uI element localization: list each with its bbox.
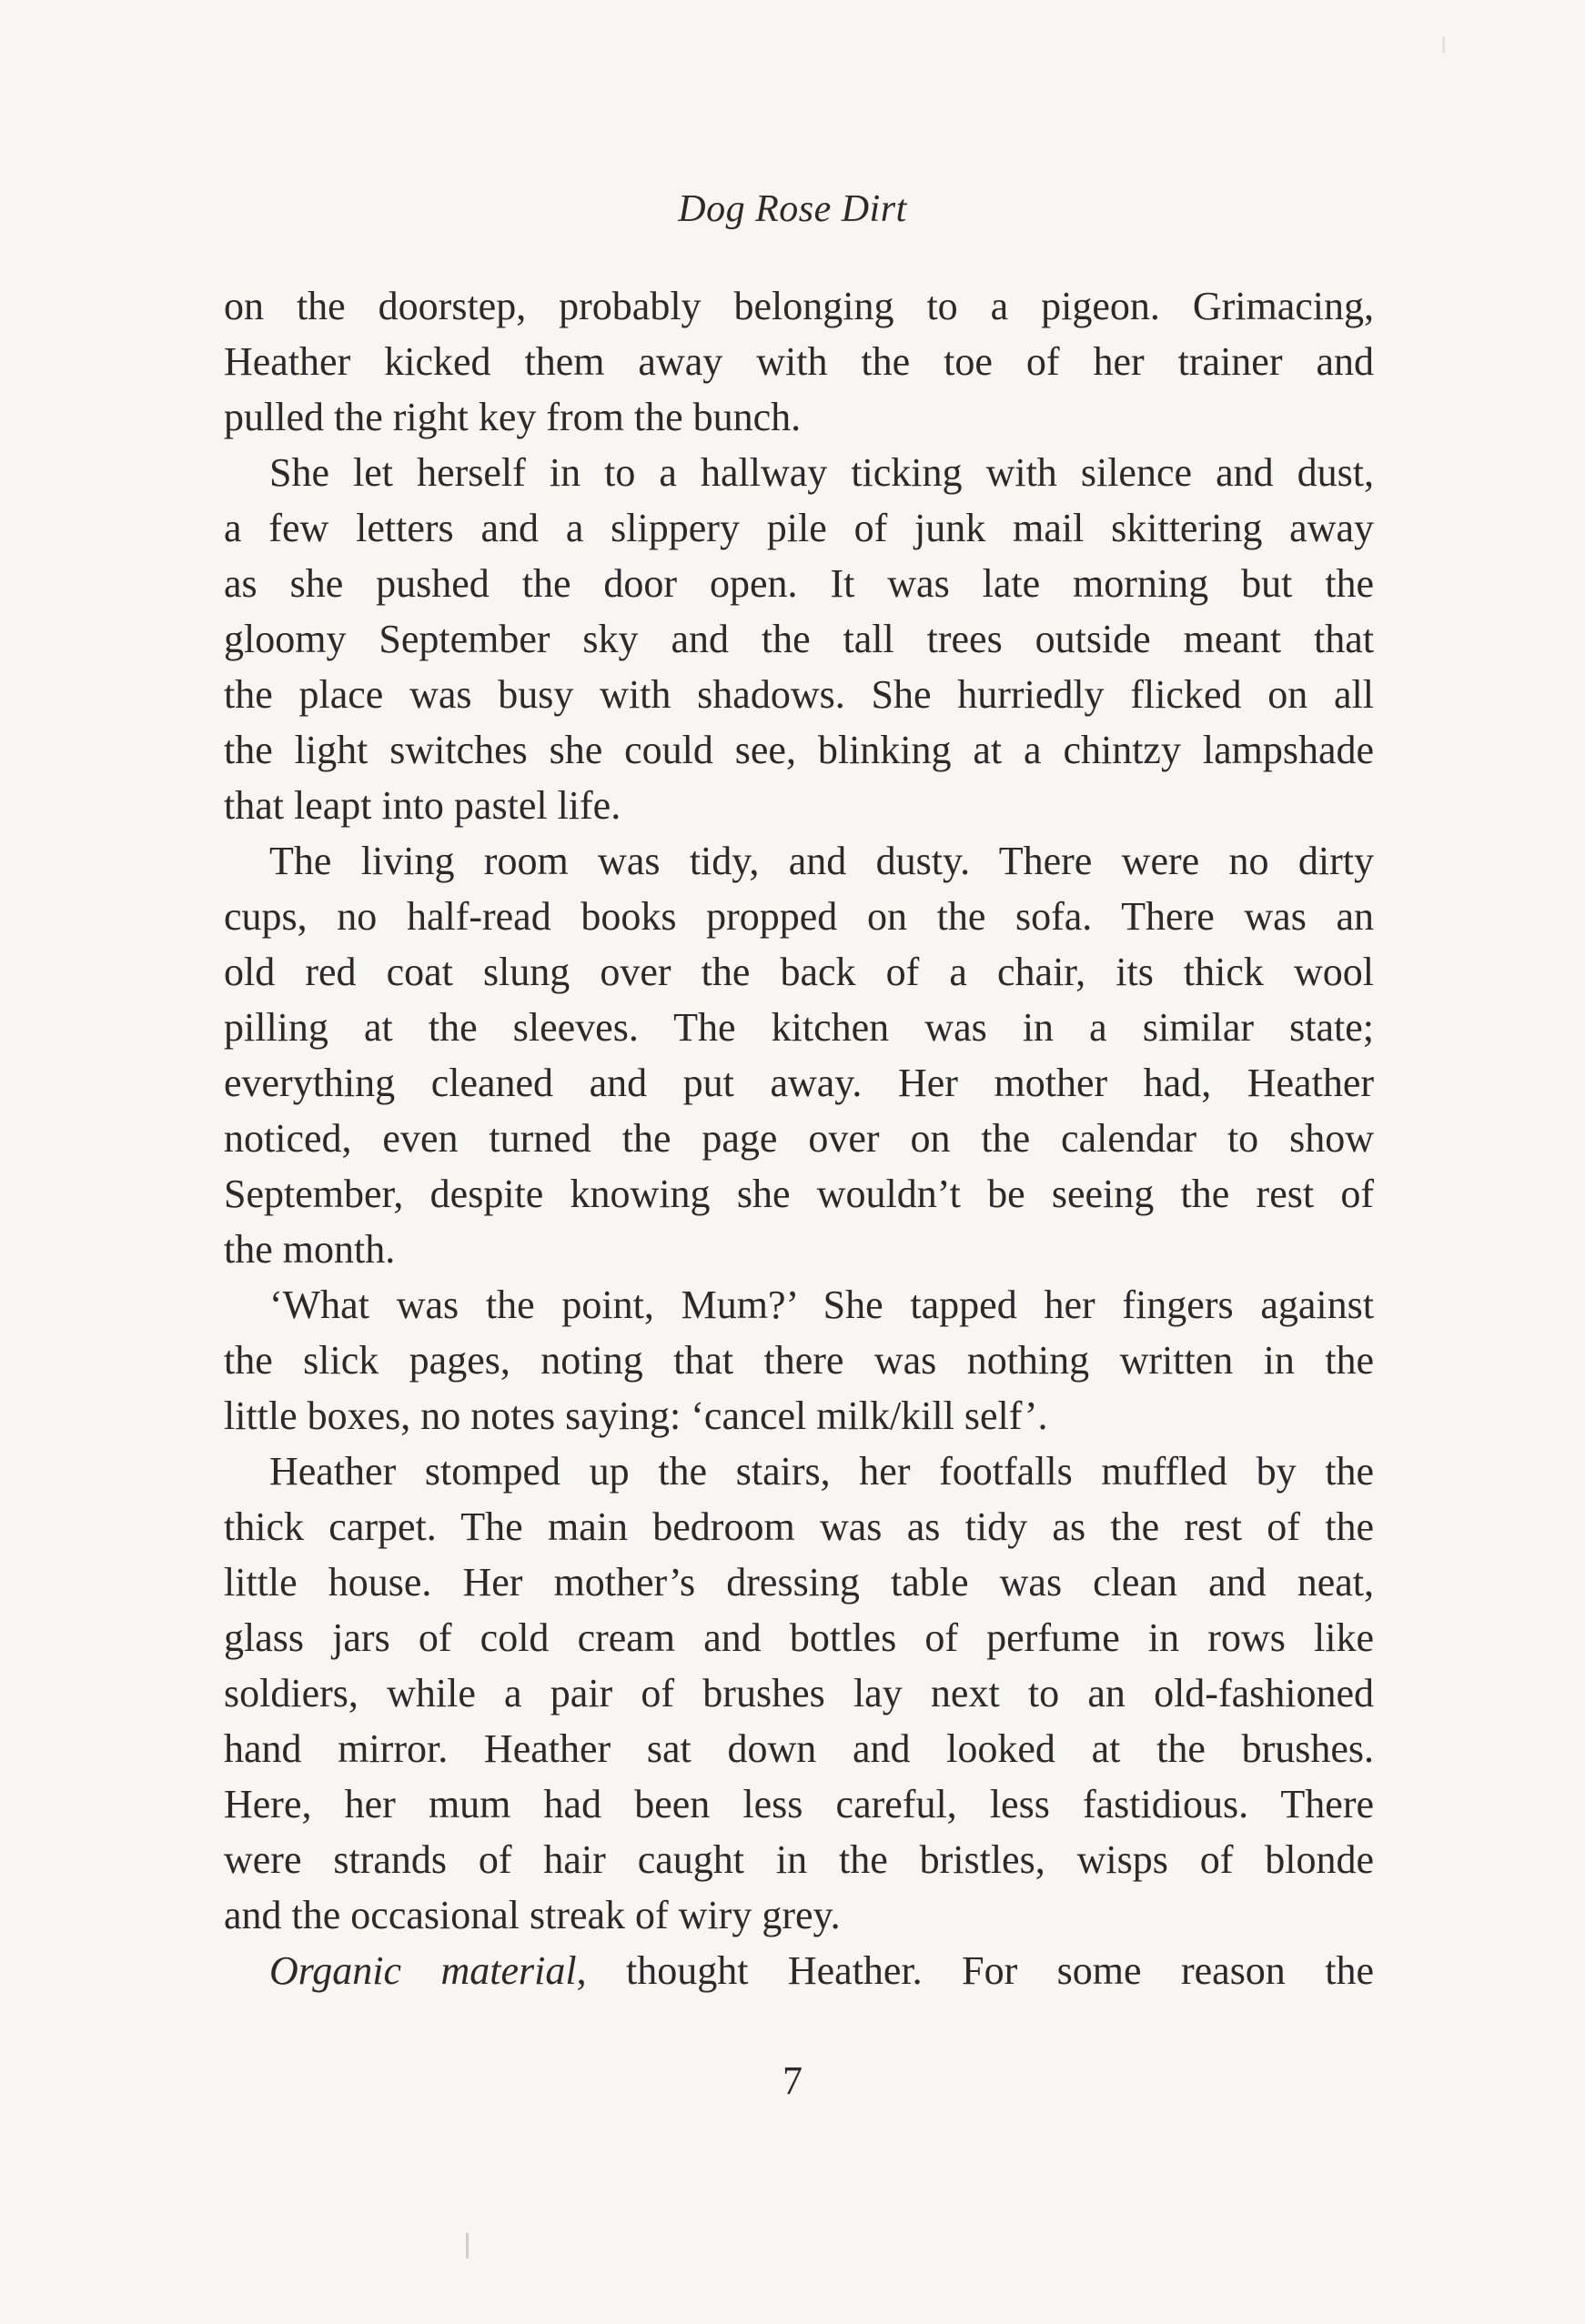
text-line: were strands of hair caught in the bristles, wisps of blonde (224, 1837, 1374, 1882)
text-line: the slick pages, noting that there was nothing written in the (224, 1338, 1374, 1383)
text-line: thick carpet. The main bedroom was as tidy as the rest of the (224, 1504, 1374, 1549)
text-line: and the occasional streak of wiry grey. (224, 1893, 841, 1937)
scan-mark (1442, 36, 1445, 53)
text-line: She let herself in to a hallway ticking with silence and dust, (269, 450, 1374, 495)
text-line: old red coat slung over the back of a chair, its thick wool (224, 950, 1374, 994)
text-line: soldiers, while a pair of brushes lay next to an old-fashioned (224, 1671, 1374, 1715)
text-line: on the doorstep, probably belonging to a pigeon. Grimacing, (224, 284, 1374, 328)
text-line: that leapt into pastel life. (224, 783, 621, 828)
text-line: pulled the right key from the bunch. (224, 395, 802, 439)
text-line: Here, her mum had been less careful, less fastidious. There (224, 1782, 1374, 1826)
text-line: Heather stomped up the stairs, her footfalls muffled by the (269, 1449, 1374, 1494)
text-line: little boxes, no notes saying: ‘cancel milk/kill self’. (224, 1393, 1048, 1438)
running-head: Dog Rose Dirt (678, 188, 907, 230)
text-line: September, despite knowing she wouldn’t be seeing the rest of (224, 1172, 1374, 1216)
text-line: everything cleaned and put away. Her mother had, Heather (224, 1061, 1374, 1105)
page-number: 7 (782, 2058, 803, 2103)
text-line (224, 1943, 1374, 1998)
text-line: gloomy September sky and the tall trees outside meant that (224, 617, 1374, 661)
body-text (224, 278, 1374, 1998)
text-line: little house. Her mother’s dressing table was clean and neat, (224, 1560, 1374, 1605)
text-line: the light switches she could see, blinking at a chintzy lampshade (224, 728, 1374, 772)
text-line: Heather kicked them away with the toe of her trainer and (224, 339, 1374, 384)
text-line: glass jars of cold cream and bottles of perfume in rows like (224, 1615, 1374, 1660)
text-line: pilling at the sleeves. The kitchen was in a similar state; (224, 1005, 1374, 1050)
text-line: cups, no half-read books propped on the sofa. There was an (224, 894, 1374, 939)
italic-phrase: Organic material (269, 1948, 577, 1993)
text-line: the month. (224, 1227, 396, 1272)
text-line: ‘What was the point, Mum?’ She tapped her fingers against (269, 1283, 1374, 1327)
text-line: as she pushed the door open. It was late morning but the (224, 561, 1374, 606)
text-line: a few letters and a slippery pile of junk mail skittering away (224, 506, 1374, 550)
text-line: hand mirror. Heather sat down and looked at the brushes. (224, 1726, 1374, 1771)
scan-mark (466, 2233, 469, 2259)
text-line: The living room was tidy, and dusty. There were no dirty (269, 839, 1374, 883)
text-line-rest: , thought Heather. For some reason the (576, 1948, 1374, 1993)
text-line: the place was busy with shadows. She hurriedly flicked on all (224, 672, 1374, 717)
text-line: noticed, even turned the page over on the calendar to show (224, 1116, 1374, 1161)
